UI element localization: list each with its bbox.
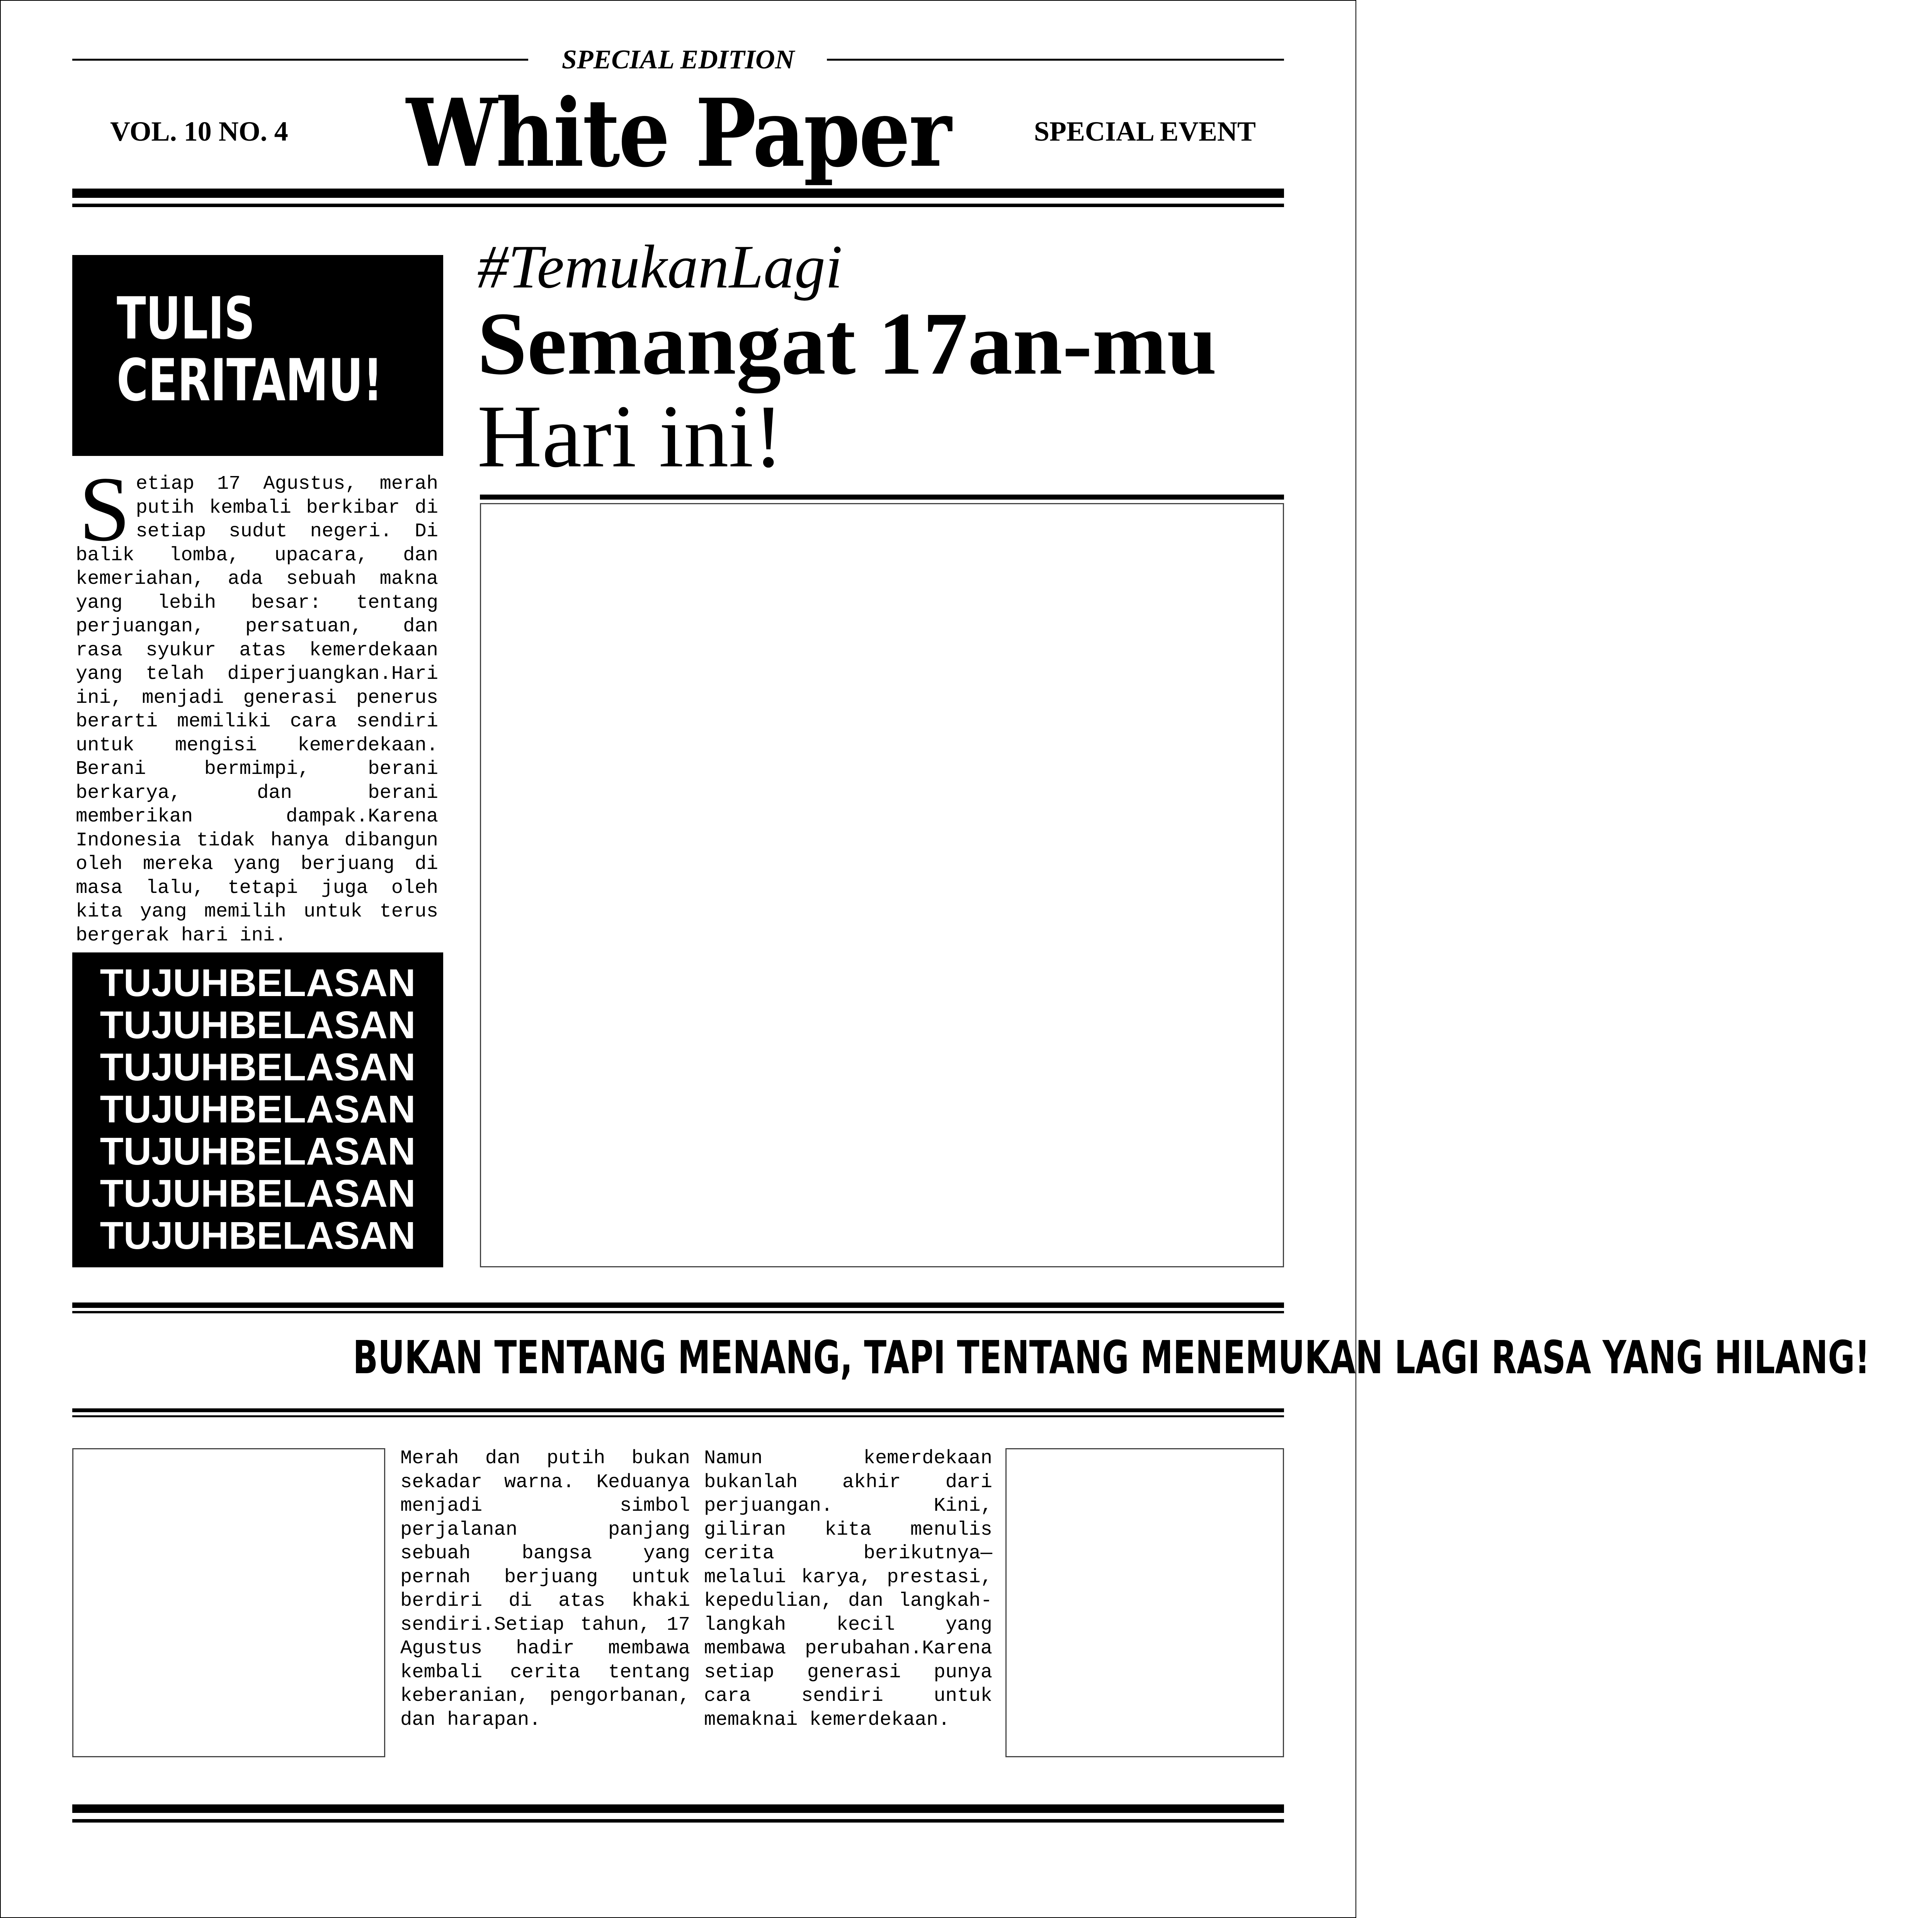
repeat-word-line: TUJUHBELASAN xyxy=(100,1003,416,1047)
repeat-word-line: TUJUHBELASAN xyxy=(100,961,416,1005)
slogan-text xyxy=(58,1330,1870,1384)
masthead-rule-thick xyxy=(72,189,1284,198)
repeat-word-box xyxy=(72,952,443,1267)
main-photo-placeholder xyxy=(480,503,1284,1267)
edition-label: SPECIAL EDITION xyxy=(561,45,795,75)
repeat-word-line: TUJUHBELASAN xyxy=(100,1046,416,1089)
bottom-column-1: Merah dan putih bukan sekadar warna. Keduanya menjadi simbol perjalanan panjang sebuah bangsa yang pernah berjuang untuk berdiri di atas khaki sendiri.Setiap tahun, 17 Agustus hadir membawa kembali cerita tentang keberanian, pengorbanan, dan harapan. xyxy=(400,1447,690,1731)
footer-rule-thick xyxy=(72,1804,1284,1813)
masthead-rule-thin xyxy=(72,204,1284,207)
repeat-word-line: TUJUHBELASAN xyxy=(100,1088,416,1131)
bottom-right-photo-placeholder xyxy=(1005,1448,1284,1757)
headline-line-1: Semangat 17an-mu xyxy=(477,294,1217,393)
write-story-box xyxy=(72,255,443,456)
slogan-rule-bottom-thin xyxy=(72,1415,1284,1417)
repeat-word-line: TUJUHBELASAN xyxy=(100,1172,416,1215)
masthead-title: White Paper xyxy=(406,78,950,188)
sidebar-story-text: etiap 17 Agustus, merah putih kembali berkibar di setiap sudut negeri. Di balik lomba, upacara, dan kemeriahan, ada sebuah makna yang lebih besar: tentang perjuangan, persatuan, dan rasa syukur atas kemerdekaan yang telah diperjuangkan.Hari ini, menjadi generasi penerus berarti memiliki cara sendiri untuk mengisi kemerdekaan. Berani bermimpi, berani berkarya, dan berani memberikan dampak.Karena Indonesia tidak hanya dibangun oleh mereka yang berjuang di masa lalu, tetapi juga oleh kita yang memilih untuk terus bergerak hari ini. xyxy=(76,473,438,947)
repeat-word-line: TUJUHBELASAN xyxy=(100,1214,416,1257)
event-label: SPECIAL EVENT xyxy=(1034,116,1256,147)
slogan-label: BUKAN TENTANG MENANG, TAPI TENTANG MENEMUKAN LAGI RASA YANG HILANG! xyxy=(353,1331,1870,1384)
slogan-rule-top-thick xyxy=(72,1302,1284,1308)
slogan-rule-bottom-thick xyxy=(72,1408,1284,1412)
drop-cap: S xyxy=(79,457,131,560)
headline-line-2: Hari ini! xyxy=(477,387,784,486)
bottom-column-2: Namun kemerdekaan bukanlah akhir dari perjuangan. Kini, giliran kita menulis cerita berikutnya—melalui karya, prestasi, kepedulian, dan langkah-langkah kecil yang membawa perubahan.Karena setiap generasi punya cara sendiri untuk memaknai kemerdekaan. xyxy=(704,1447,992,1731)
headline-hashtag: #TemukanLagi xyxy=(477,232,843,301)
write-story-line-2: CERITAMU! xyxy=(117,347,383,414)
write-story-line-1: TULIS xyxy=(117,285,255,352)
headline-rule xyxy=(480,495,1284,500)
footer-rule-thin xyxy=(72,1819,1284,1823)
bottom-left-photo-placeholder xyxy=(72,1448,385,1757)
sidebar-story xyxy=(76,457,438,947)
repeat-word-line: TUJUHBELASAN xyxy=(100,1130,416,1173)
slogan-rule-top-thin xyxy=(72,1311,1284,1313)
volume-label: VOL. 10 NO. 4 xyxy=(110,116,288,147)
